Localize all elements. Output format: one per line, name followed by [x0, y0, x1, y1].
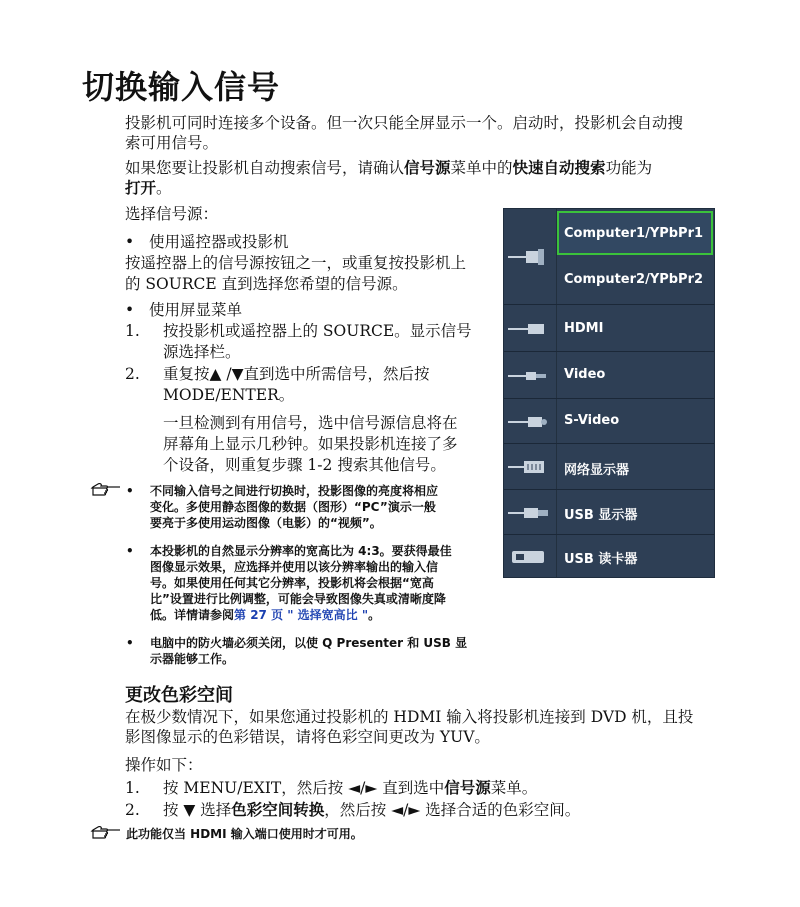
- step-text: 屏幕角上显示几秒钟。如果投影机连接了多: [163, 435, 458, 453]
- note-line: 本投影机的自然显示分辨率的宽高比为 4:3。要获得最佳: [150, 544, 452, 558]
- note-line: 示器能够工作。: [150, 652, 235, 666]
- text: 如果您要让投影机自动搜索信号，请确认: [125, 159, 405, 177]
- method-remote: [125, 232, 495, 295]
- source-label: Video: [564, 367, 606, 382]
- color-space-paragraph: [125, 707, 715, 747]
- bullet: •: [125, 233, 135, 251]
- option-value: 打开: [125, 179, 157, 197]
- source-item-usb-card-reader[interactable]: [504, 535, 714, 578]
- step-text: 源选择栏。: [163, 343, 241, 361]
- note-line: 比”设置进行比例调整，可能会导致图像失真或清晰度降: [150, 592, 446, 606]
- pointing-hand-icon: [90, 483, 122, 499]
- osd-step-1: [125, 321, 495, 363]
- aspect-ratio-page-link[interactable]: 第 27 页 " 选择宽高比 ": [234, 608, 369, 622]
- option-name: 快速自动搜索: [512, 159, 606, 177]
- source-item-hdmi[interactable]: [504, 305, 714, 352]
- source-label: Computer1/YPbPr1: [564, 226, 704, 241]
- step-text: 按 MENU/EXIT，然后按 ◄/► 直到选中: [163, 779, 445, 797]
- text: 菜单中的: [450, 159, 513, 177]
- paragraph-line: 在极少数情况下，如果您通过投影机的 HDMI 输入将投影机连接到 DVD 机，且投: [125, 708, 694, 726]
- intro-paragraph: [125, 113, 715, 153]
- section-title-color-space: 更改色彩空间: [125, 685, 233, 706]
- step-number: 1.: [125, 779, 140, 797]
- bullet: •: [126, 484, 134, 498]
- note-brightness: [126, 483, 490, 531]
- network-connector-icon: [504, 457, 556, 477]
- note-aspect-ratio: [126, 543, 490, 623]
- source-item-network-display[interactable]: [504, 444, 714, 490]
- note-text: 低。详情请参阅: [150, 608, 235, 622]
- step-text: 菜单。: [490, 779, 538, 797]
- osd-step-2: [125, 364, 495, 406]
- note-line: 图像显示效果，应选择并使用以该分辨率输出的输入信: [150, 560, 439, 574]
- bullet: •: [126, 636, 134, 650]
- bullet: •: [126, 544, 134, 558]
- source-item-svideo[interactable]: [504, 399, 714, 444]
- pointing-hand-icon: [90, 826, 122, 842]
- svideo-connector-icon: [504, 412, 556, 432]
- text: 。: [156, 179, 172, 197]
- source-item-usb-display[interactable]: [504, 490, 714, 535]
- usb-connector-icon: [504, 503, 556, 523]
- step-text: MODE/ENTER。: [163, 386, 295, 404]
- method-line: 的 SOURCE 直到选择您希望的信号源。: [125, 275, 408, 293]
- menu-name: 信号源: [404, 159, 451, 177]
- method-line: 按遥控器上的信号源按钮之一，或重复按投影机上: [125, 254, 467, 272]
- note-line: 号。如果使用任何其它分辨率，投影机将会根据“宽高: [150, 576, 434, 590]
- source-label: 网络显示器: [564, 463, 630, 478]
- paragraph-line: 影图像显示的色彩错误，请将色彩空间更改为 YUV。: [125, 728, 490, 746]
- source-label: HDMI: [564, 321, 604, 336]
- method-osd: [125, 300, 495, 321]
- bullet: •: [125, 301, 135, 319]
- source-item-computer[interactable]: [504, 209, 714, 305]
- step-text: ，然后按 ◄/► 选择合适的色彩空间。: [324, 801, 581, 819]
- step-number: 2.: [125, 365, 140, 383]
- source-label: USB 读卡器: [564, 552, 638, 567]
- step-text: 个设备，则重复步骤 1-2 搜索其他信号。: [163, 456, 446, 474]
- method-title: 使用屏显菜单: [149, 301, 243, 319]
- step-text: 按 ▼ 选择: [163, 801, 232, 819]
- intro-line: 投影机可同时连接多个设备。但一次只能全屏显示一个。启动时，投影机会自动搜: [125, 114, 684, 132]
- color-space-step-1: [125, 778, 725, 799]
- note-line: 不同输入信号之间进行切换时，投影图像的亮度将相应: [150, 484, 439, 498]
- text: 功能为: [605, 159, 653, 177]
- note-line: 要亮于多使用运动图像（电影）的“视频”。: [150, 516, 382, 530]
- page-title: 切换输入信号: [82, 68, 281, 106]
- source-label: Computer2/YPbPr2: [564, 272, 704, 287]
- method-title: 使用遥控器或投影机: [149, 233, 289, 251]
- source-item-video[interactable]: [504, 352, 714, 399]
- step-number: 1.: [125, 322, 140, 340]
- note-line: 变化。多使用静态图像的数据（图形）“PC”演示一般: [150, 500, 436, 514]
- color-space-step-2: [125, 800, 745, 821]
- note-line: 电脑中的防火墙必须关闭，以使 Q Presenter 和 USB 显: [150, 636, 468, 650]
- source-selection-panel: [503, 208, 715, 578]
- step-number: 2.: [125, 801, 140, 819]
- usb-card-reader-icon: [504, 547, 556, 567]
- select-source-heading: 选择信号源：: [125, 205, 219, 223]
- note-firewall: [126, 635, 490, 667]
- hdmi-connector-icon: [504, 319, 556, 339]
- source-label: USB 显示器: [564, 508, 638, 523]
- osd-step-2-detail: [163, 413, 493, 476]
- rca-connector-icon: [504, 366, 556, 386]
- intro-line: 索可用信号。: [125, 134, 219, 152]
- note-text: 。: [368, 608, 381, 622]
- auto-search-paragraph: [125, 158, 715, 198]
- step-text: 按投影机或遥控器上的 SOURCE。显示信号: [163, 322, 472, 340]
- note-hdmi-only: 此功能仅当 HDMI 输入端口使用时才可用。: [126, 827, 363, 841]
- operations-heading: 操作如下：: [125, 756, 203, 774]
- step-text: 一旦检测到有用信号，选中信号源信息将在: [163, 414, 458, 432]
- menu-name: 信号源: [444, 779, 491, 797]
- source-label: S-Video: [564, 413, 620, 428]
- vga-connector-icon: [504, 247, 556, 267]
- option-name: 色彩空间转换: [231, 801, 325, 819]
- step-text: 重复按▲ /▼直到选中所需信号，然后按: [163, 365, 430, 383]
